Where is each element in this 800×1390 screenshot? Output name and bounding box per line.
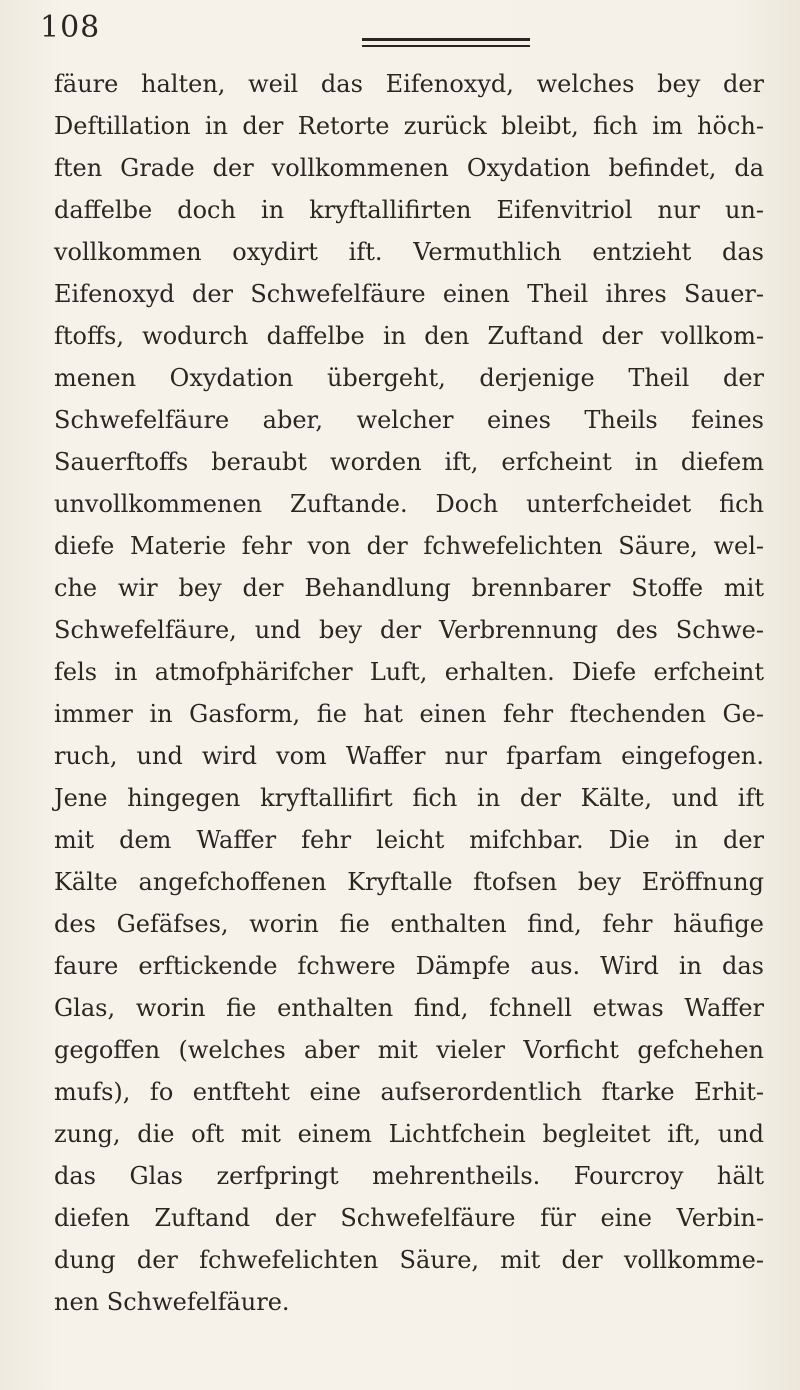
header-rule-thick (362, 38, 530, 41)
text-line: unvollkommenen Zuftande. Doch unterfcheidet fich (54, 490, 764, 518)
text-line: che wir bey der Behandlung brennbarer Stoffe mit (54, 574, 764, 602)
text-line: vollkommen oxydirt ift. Vermuthlich entzieht das (54, 238, 764, 266)
text-line: ften Grade der vollkommenen Oxydation befindet, da (54, 154, 764, 182)
body-text (54, 63, 764, 1323)
text-line: Kälte angefchoffenen Kryftalle ftofsen bey Eröffnung (54, 868, 764, 896)
text-line-last: nen Schwefelfäure. (54, 1288, 290, 1316)
text-line: Eifenoxyd der Schwefelfäure einen Theil ihres Sauer- (54, 280, 764, 308)
text-line: Jene hingegen kryftallifirt fich in der Kälte, und ift (54, 784, 764, 812)
header-rule (362, 38, 530, 50)
text-line: des Gefäfses, worin fie enthalten find, fehr häufige (54, 910, 764, 938)
text-line: mit dem Waffer fehr leicht mifchbar. Die in der (54, 826, 764, 854)
text-line: daffelbe doch in kryftallifirten Eifenvitriol nur un- (54, 196, 764, 224)
text-line: immer in Gasform, fie hat einen fehr ftechenden Ge- (54, 700, 764, 728)
text-line: dung der fchwefelichten Säure, mit der vollkomme- (54, 1246, 764, 1274)
text-line: Sauerftoffs beraubt worden ift, erfcheint in diefem (54, 448, 764, 476)
text-line: fels in atmofphärifcher Luft, erhalten. Diefe erfcheint (54, 658, 764, 686)
header-rule-thin (362, 45, 530, 47)
page-number: 108 (40, 10, 101, 45)
text-line: das Glas zerfpringt mehrentheils. Fourcroy hält (54, 1162, 764, 1190)
text-line: gegoffen (welches aber mit vieler Vorficht gefchehen (54, 1036, 764, 1064)
text-line: faure erftickende fchwere Dämpfe aus. Wird in das (54, 952, 764, 980)
text-line: ruch, und wird vom Waffer nur fparfam eingefogen. (54, 742, 764, 770)
text-line: menen Oxydation übergeht, derjenige Theil der (54, 364, 764, 392)
text-line: Deftillation in der Retorte zurück bleibt, fich im höch- (54, 112, 764, 140)
text-line: diefen Zuftand der Schwefelfäure für eine Verbin- (54, 1204, 764, 1232)
text-line: Glas, worin fie enthalten find, fchnell etwas Waffer (54, 994, 764, 1022)
text-line: ftoffs, wodurch daffelbe in den Zuftand der vollkom- (54, 322, 764, 350)
text-line: mufs), fo entfteht eine aufserordentlich ftarke Erhit- (54, 1078, 764, 1106)
text-line: diefe Materie fehr von der fchwefelichten Säure, wel- (54, 532, 764, 560)
text-line: fäure halten, weil das Eifenoxyd, welches bey der (54, 70, 764, 98)
text-line: zung, die oft mit einem Lichtfchein begleitet ift, und (54, 1120, 764, 1148)
text-line: Schwefelfäure, und bey der Verbrennung des Schwe- (54, 616, 764, 644)
text-line: Schwefelfäure aber, welcher eines Theils feines (54, 406, 764, 434)
